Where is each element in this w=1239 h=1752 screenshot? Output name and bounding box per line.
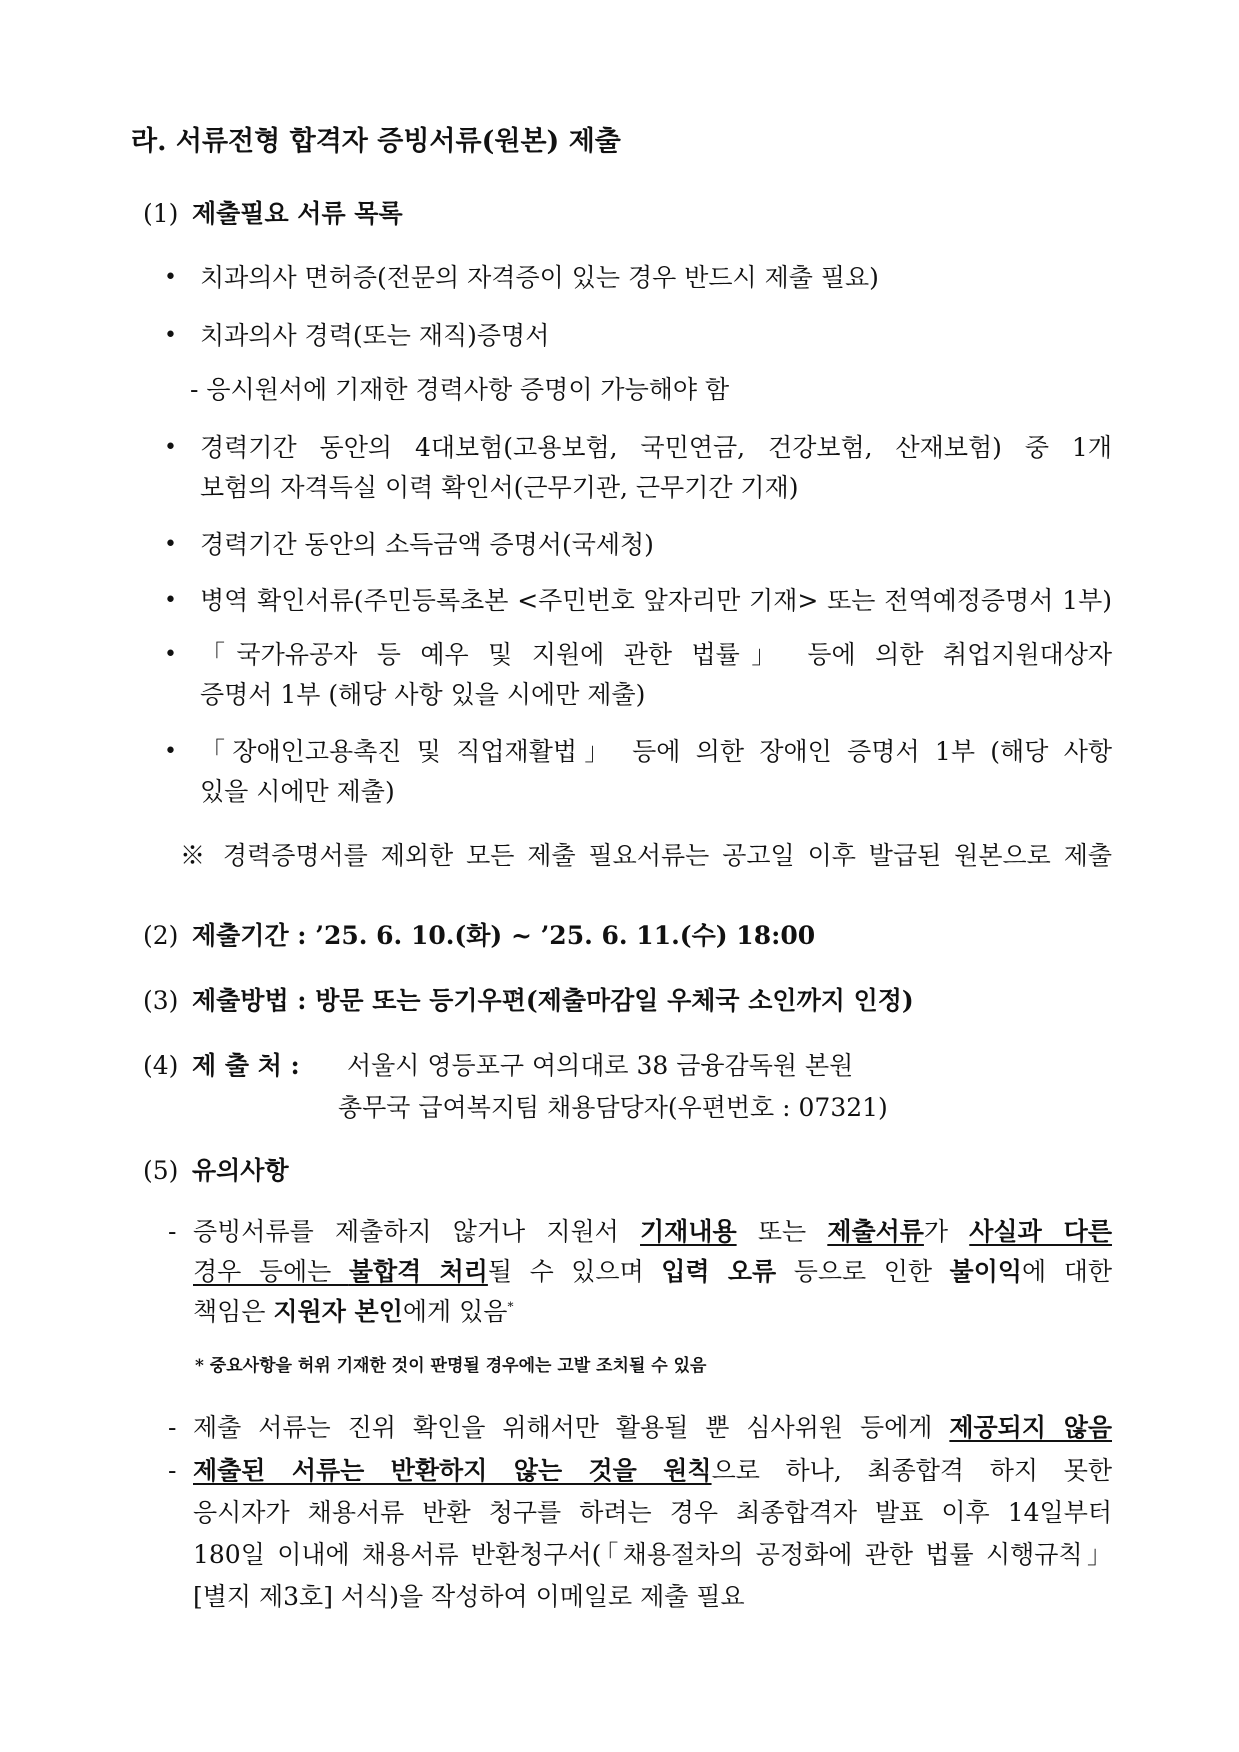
p1-line-3 — [193, 1294, 513, 1330]
p1-bold: 불이익 — [949, 1257, 1022, 1286]
p3-text: 으로 하나, 최종합격 하지 못한 — [711, 1456, 1113, 1485]
item-3-line-1: 경력기간 동안의 4대보험(고용보험, 국민연금, 건강보험, 산재보험) 중 1개 — [200, 433, 1112, 462]
p1-bold: 지원자 본인 — [273, 1297, 403, 1326]
submission-contact: 총무국 급여복지팀 채용담당자(우편번호 : 07321) — [338, 1093, 888, 1122]
bullet-icon: • — [164, 588, 177, 613]
p1-emphasis: 불합격 처리 — [348, 1257, 488, 1286]
p1-emphasis: 기재내용 — [640, 1217, 737, 1246]
p1-text: 에 대한 — [1022, 1257, 1112, 1286]
p1-bold: 입력 오류 — [661, 1257, 777, 1286]
p1-emphasis: 사실과 다른 — [969, 1217, 1112, 1246]
item-6-line-1: 「국가유공자 등 예우 및 지원에 관한 법률」 등에 의한 취업지원대상자 — [200, 640, 1112, 669]
footnote: * 중요사항을 허위 기재한 것이 판명될 경우에는 고발 조치될 수 있음 — [195, 1356, 707, 1376]
footnote-mark: * — [507, 1299, 514, 1314]
item-3-line-2: 보험의 자격득실 이력 확인서(근무기관, 근무기간 기재) — [200, 473, 799, 502]
p1-text: 에게 있음 — [402, 1297, 508, 1326]
item-4: 경력기간 동안의 소득금액 증명서(국세청) — [200, 530, 654, 559]
p3-line-4: [별지 제3호] 서식)을 작성하여 이메일로 제출 필요 — [193, 1582, 745, 1611]
bullet-icon: • — [164, 265, 177, 290]
p1-emphasis: 제출서류 — [827, 1217, 924, 1246]
p2-text: 제출 서류는 진위 확인을 위해서만 활용될 뿐 심사위원 등에게 — [193, 1413, 950, 1442]
item-7-line-2: 있을 시에만 제출) — [200, 777, 395, 806]
section-title: 라. 서류전형 합격자 증빙서류(원본) 제출 — [131, 126, 621, 157]
submission-method: 제출방법 : 방문 또는 등기우편(제출마감일 우체국 소인까지 인정) — [192, 986, 914, 1015]
p3-line-2: 응시자가 채용서류 반환 청구를 하려는 경우 최종합격자 발표 이후 14일부터 — [193, 1498, 1112, 1527]
s1-number: (1) — [143, 199, 179, 228]
submission-period: 제출기간 : ’25. 6. 10.(화) ~ ’25. 6. 11.(수) 18:00 — [192, 921, 816, 950]
item-5: 병역 확인서류(주민등록초본 <주민번호 앞자리만 기재> 또는 전역예정증명서 1부) — [200, 586, 1112, 615]
reference-note: ※ 경력증명서를 제외한 모든 제출 필요서류는 공고일 이후 발급된 원본으로 제출 — [180, 841, 1112, 870]
bullet-icon: • — [164, 642, 177, 667]
item-6-line-2: 증명서 1부 (해당 사항 있을 시에만 제출) — [200, 680, 646, 709]
p3-emphasis: 제출된 서류는 반환하지 않는 것을 원칙 — [193, 1456, 712, 1485]
item-7-line-1: 「장애인고용촉진 및 직업재활법」 등에 의한 장애인 증명서 1부 (해당 사항 — [200, 737, 1112, 766]
p2-line — [193, 1410, 1112, 1446]
item-1: 치과의사 면허증(전문의 자격증이 있는 경우 반드시 제출 필요) — [200, 263, 879, 292]
item-2: 치과의사 경력(또는 재직)증명서 — [200, 321, 550, 350]
p1-line-1 — [193, 1214, 1112, 1250]
item-2-subnote: - 응시원서에 기재한 경력사항 증명이 가능해야 함 — [190, 375, 730, 404]
s2-number: (2) — [143, 921, 179, 950]
p1-dash: - — [168, 1217, 177, 1246]
p1-underlined: 경우 등에는 — [193, 1257, 349, 1286]
p2-dash: - — [168, 1413, 177, 1442]
p3-line-3: 180일 이내에 채용서류 반환청구서(「채용절차의 공정화에 관한 법률 시행규칙」 — [193, 1540, 1112, 1569]
bullet-icon: • — [164, 323, 177, 348]
p2-emphasis: 제공되지 않음 — [949, 1413, 1112, 1442]
bullet-icon: • — [164, 435, 177, 460]
p3-dash: - — [168, 1456, 177, 1485]
p1-line-2 — [193, 1254, 1112, 1290]
bullet-icon: • — [164, 739, 177, 764]
p1-text: 가 — [923, 1217, 970, 1246]
p1-text: 책임은 — [193, 1297, 274, 1326]
s5-heading: 유의사항 — [192, 1156, 289, 1185]
s4-number: (4) — [143, 1051, 179, 1080]
s3-number: (3) — [143, 986, 179, 1015]
p1-text: 또는 — [736, 1217, 828, 1246]
submission-address: 서울시 영등포구 여의대로 38 금융감독원 본원 — [347, 1051, 854, 1080]
p3-line-1 — [193, 1453, 1112, 1489]
bullet-icon: • — [164, 532, 177, 557]
submission-place-label: 제 출 처 : — [192, 1051, 300, 1080]
p1-text: 등으로 인한 — [776, 1257, 950, 1286]
p1-text: 증빙서류를 제출하지 않거나 지원서 — [193, 1217, 641, 1246]
p1-text: 될 수 있으며 — [487, 1257, 662, 1286]
s1-heading: 제출필요 서류 목록 — [192, 199, 403, 228]
s5-number: (5) — [143, 1156, 179, 1185]
